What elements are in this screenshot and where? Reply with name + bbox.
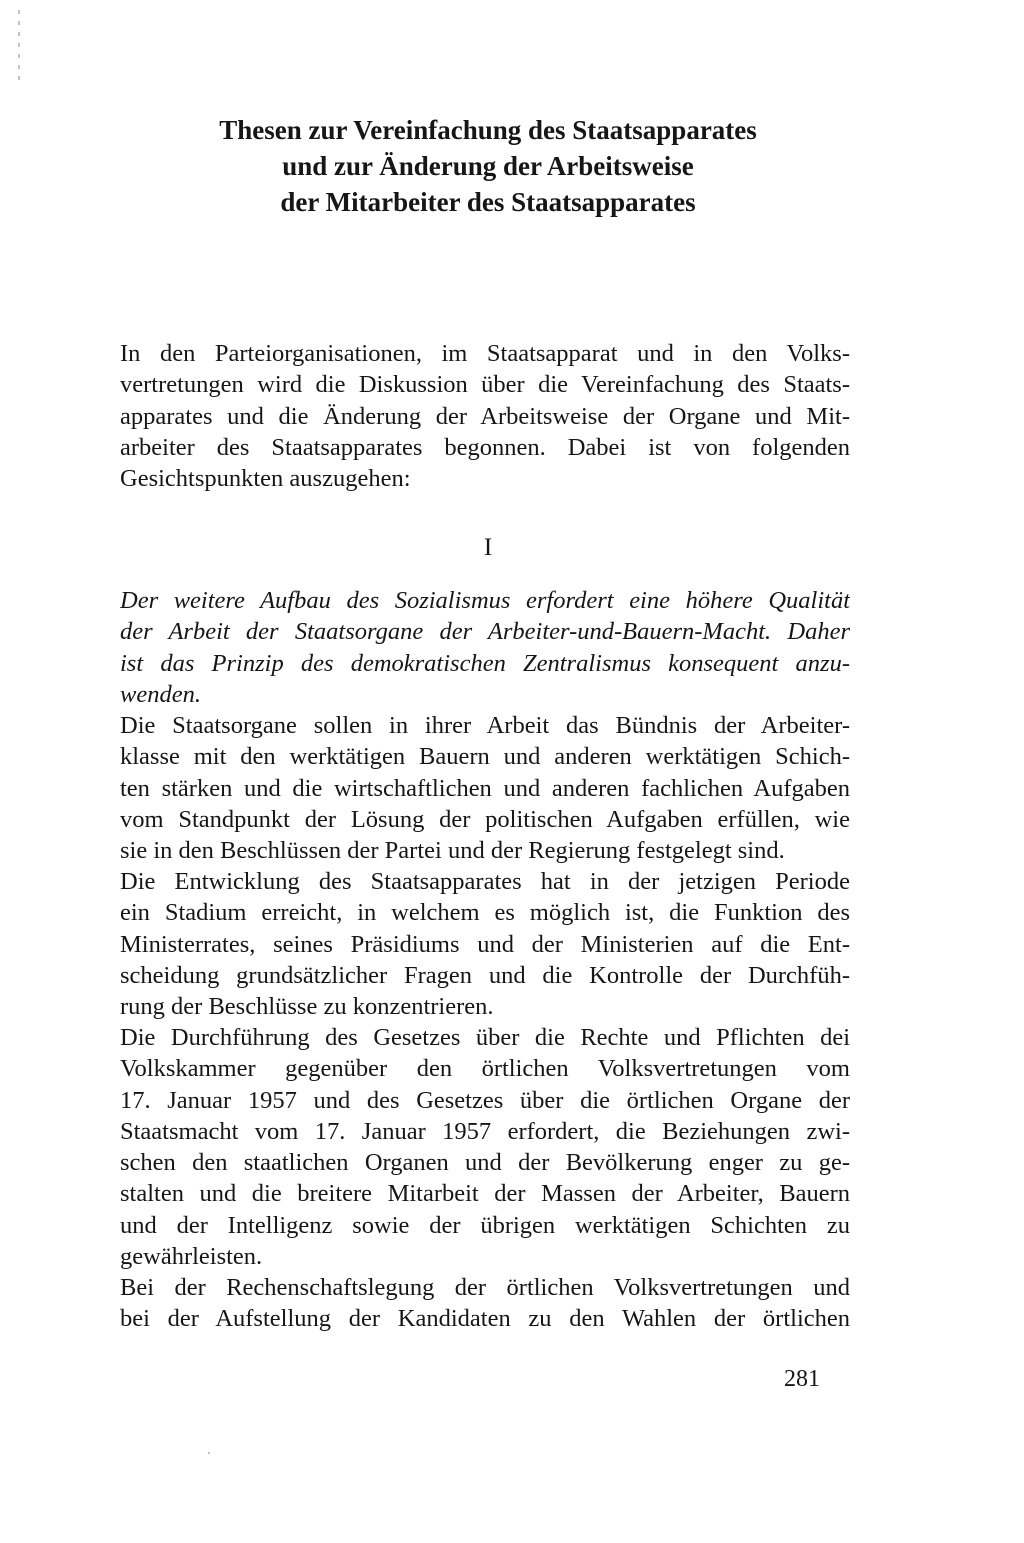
title-line-2: und zur Änderung der Arbeitsweise — [282, 151, 694, 181]
paragraph-2-line-5: rung der Beschlüsse zu konzentrieren. — [120, 993, 494, 1021]
intro-line-1: In den Parteiorganisationen, im Staatsapparat und in den Volks- — [120, 340, 850, 367]
paragraph-3-line-6: stalten und die breitere Mitarbeit der Massen der Arbeiter, Bauern — [120, 1180, 850, 1208]
paragraph-4-line-1: Bei der Rechenschaftslegung der örtlichen Volksvertretungen und — [120, 1274, 850, 1301]
body-paragraph-4 — [120, 1272, 850, 1335]
scan-speck — [208, 1452, 210, 1454]
intro-line-2: vertretungen wird die Diskussion über die Vereinfachung des Staats- — [120, 371, 850, 399]
paragraph-3-line-4: Staatsmacht vom 17. Januar 1957 erfordert, die Beziehungen zwi- — [120, 1117, 850, 1145]
body-paragraph-3 — [120, 1022, 850, 1272]
paragraph-1-line-1: Die Staatsorgane sollen in ihrer Arbeit das Bündnis der Arbeiter- — [120, 712, 850, 739]
paragraph-3-line-7: und der Intelligenz sowie der übrigen werktätigen Schichten zu — [120, 1211, 850, 1239]
intro-line-4: arbeiter des Staatsapparates begonnen. Dabei ist von folgenden — [120, 433, 850, 461]
margin-scan-mark — [18, 10, 20, 80]
thesis-line-2: der Arbeit der Staatsorgane der Arbeiter-und-Bauern-Macht. Daher — [120, 618, 850, 646]
paragraph-3-line-2: Volkskammer gegenüber den örtlichen Volksvertretungen vom — [120, 1055, 850, 1083]
thesis-line-1: Der weitere Aufbau des Sozialismus erfordert eine höhere Qualität — [120, 587, 850, 614]
thesis-line-4: wenden. — [120, 680, 201, 708]
paragraph-2-line-1: Die Entwicklung des Staatsapparates hat in der jetzigen Periode — [120, 868, 850, 895]
paragraph-1-line-4: vom Standpunkt der Lösung der politischen Aufgaben erfüllen, wie — [120, 805, 850, 833]
paragraph-3-line-5: schen den staatlichen Organen und der Bevölkerung enger zu ge- — [120, 1149, 850, 1177]
thesis-line-3: ist das Prinzip des demokratischen Zentralismus konsequent anzu- — [120, 649, 850, 677]
paragraph-3-line-3: 17. Januar 1957 und des Gesetzes über die örtlichen Organe der — [120, 1086, 850, 1114]
paragraph-2-line-4: scheidung grundsätzlicher Fragen und die Kontrolle der Durchfüh- — [120, 961, 850, 989]
body-paragraph-1 — [120, 710, 850, 866]
intro-paragraph — [120, 338, 850, 494]
paragraph-3-line-1: Die Durchführung des Gesetzes über die Rechte und Pflichten dei — [120, 1024, 850, 1051]
paragraph-1-line-3: ten stärken und die wirtschaftlichen und anderen fachlichen Aufgaben — [120, 774, 850, 802]
paragraph-4-line-2: bei der Aufstellung der Kandidaten zu den Wahlen der örtlichen — [120, 1305, 850, 1333]
title-line-3: der Mitarbeiter des Staatsapparates — [280, 187, 696, 217]
paragraph-2-line-3: Ministerrates, seines Präsidiums und der Ministerien auf die Ent- — [120, 930, 850, 958]
thesis-statement — [120, 585, 850, 710]
paragraph-2-line-2: ein Stadium erreicht, in welchem es möglich ist, die Funktion des — [120, 899, 850, 927]
section-numeral: I — [483, 534, 493, 561]
page-title — [120, 112, 856, 220]
intro-line-5: Gesichtspunkten auszugehen: — [120, 465, 411, 493]
body-paragraph-2 — [120, 866, 850, 1022]
title-line-1: Thesen zur Vereinfachung des Staatsapparates — [219, 115, 757, 145]
paragraph-3-line-8: gewährleisten. — [120, 1243, 263, 1271]
paragraph-1-line-2: klasse mit den werktätigen Bauern und anderen werktätigen Schich- — [120, 743, 850, 771]
intro-line-3: apparates und die Änderung der Arbeitsweise der Organe und Mit- — [120, 402, 850, 430]
paragraph-1-line-5: sie in den Beschlüssen der Partei und der Regierung festgelegt sind. — [120, 837, 785, 865]
page-number: 281 — [784, 1366, 820, 1392]
